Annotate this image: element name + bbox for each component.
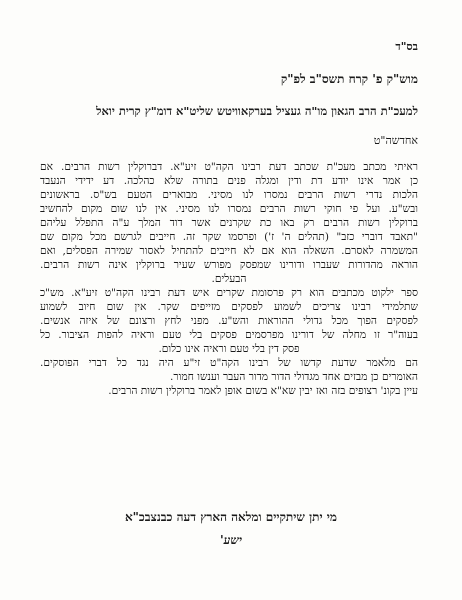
body-line: ובש"ע. ועל פי חוקי רשות הרבים נמסרו לנו מסיני. אין לנו שום מקום להחשיב xyxy=(40,203,418,215)
body-line: הוראה מהדורות שעברו ודורינו שמפסק מפורש שעיר ברוקלין אינה רשות הרבים. xyxy=(40,259,418,271)
body-line: הם מלאמר שדעת קדשו של רבינו הקה"ט זי"ע היה נגד כל דברי הפוסקים. xyxy=(40,357,418,369)
bsd-header: בס"ד xyxy=(395,40,418,53)
closing-line: מי יתן שיתקיים ומלאה הארץ דעה כבנצבכ"א xyxy=(124,510,338,524)
signoff: ישע' xyxy=(219,533,243,547)
body-line: ראיתי מכתב מעכ"ת שכתב דעת רבינו הקה"ט זיע"א. דברוקלין רשות הרבים. אם xyxy=(40,161,418,173)
body-line: ספר ילקוט מכתבים הוא רק פרסומת שקרים איש דעת רבינו הקה"ט זיע"א. מש"כ xyxy=(40,287,418,299)
body-line: פסק דין בלי טעם וראיה אינו כלום. xyxy=(158,343,300,355)
body-line: לפסקים הפוך מכל גדולי ההוראות והש"ע. מפני לחץ ורצונם של איזה אנשים. xyxy=(40,315,418,327)
body-line: ברוקלין רשות הרבים רק באו כת שקרנים אשר דוד המלך ע"ה התפלל עליהם xyxy=(40,217,418,229)
body-line: האומרים כן מבזים אחד מגדולי הדור מדור העבר וענשו חמור. xyxy=(170,371,418,383)
body-line: שתלמידי רבינו צריכים לשמוע לפסקים מזייפים שקר. אין שום חיוב לשמוע xyxy=(40,301,418,313)
body-line: הלכות נדרי רשות הרבים נמסרו לנו מסיני. מבוארים הטעם בש"ס. בראשונים xyxy=(40,189,418,201)
greeting: אחדשה"ט xyxy=(373,134,418,147)
body-line: כן אמר אינו יודע דת ודין ומגלה פנים בתורה שלא כהלכה. דע ידידי הנעבד xyxy=(40,175,418,187)
body-line: הבעלים. xyxy=(211,273,247,285)
body-line: "תאבד דוברי כזב" (תהלים ה' ז') ופרסמו שקר זה. חייבים לגרשם מכל מקום שם xyxy=(40,231,418,243)
date-heading: מוש"ק פ' קרח תשס"ב לפ"ק xyxy=(280,72,418,86)
body-line: עיין בקונ' רצופים בזה ואז יבין שא"א בשום אופן לאמר ברוקלין רשות הרבים. xyxy=(108,385,418,397)
letter-body xyxy=(40,160,418,398)
addressee-line: למעכ"ת הרב הגאון מו"ה געציל בערקאוויטש שליט"א דומ"ץ קרית יואל xyxy=(96,104,418,118)
body-line: המשמרה לאסרם. השאלה הוא אם לא חייבים להתחיל לאסור שמירה הפסלים, ואם xyxy=(40,245,418,257)
body-line: בעוה"ר זו מחלה של דורינו מפרסמים פסקים בלי טעם וראיה להפות הציבור. כל xyxy=(40,329,418,341)
